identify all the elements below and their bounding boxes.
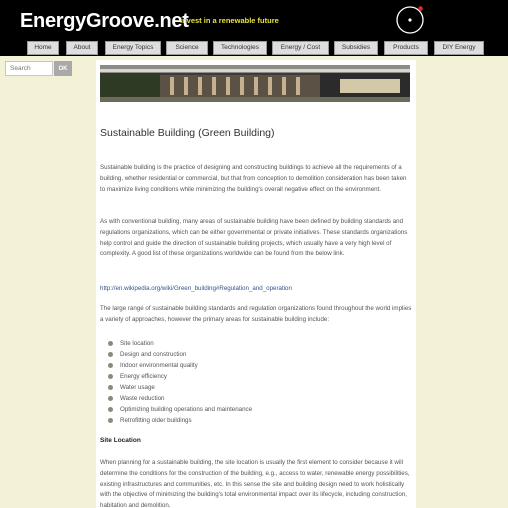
nav-energy-topics[interactable]: Energy Topics	[105, 41, 161, 55]
nav-products[interactable]: Products	[384, 41, 428, 55]
nav-about[interactable]: About	[66, 41, 98, 55]
list-item: Energy efficiency	[106, 371, 252, 382]
site-title[interactable]: EnergyGroove.net	[20, 10, 189, 32]
page-title: Sustainable Building (Green Building)	[100, 127, 275, 139]
site-logo-icon[interactable]	[392, 2, 428, 38]
site-location-paragraph: When planning for a sustainable building, the site location is usually the first element to consider because it will determine the conditions for the construction of the building, e.g., access to water, renewable energy possibilities, existing infrastructures and communities, etc. In this sense the site and building design need to work holistically with the objective of minimizing the building's total environmental impact over its lifecycle, including construction, habitation and demolition.	[100, 459, 410, 508]
main-content	[96, 60, 416, 508]
section-heading-site-location: Site Location	[100, 437, 141, 444]
standards-paragraph: As with conventional building, many areas of sustainable building have been defined by building standards and regulations organizations, which can be either governmental or private initiatives. These standards organizations help control and guide the direction of sustainable building projects, which usually have a very high level of complexity. A good list of these organizations worldwide can be found from the below link.	[100, 218, 408, 258]
list-item: Design and construction	[106, 349, 252, 360]
nav-diy-energy[interactable]: DIY Energy	[434, 41, 484, 55]
site-tagline: invest in a renewable future	[180, 16, 279, 25]
intro-paragraph: Sustainable building is the practice of designing and constructing buildings to achieve all the requirements of a building, whether residential or commercial, but that from conception to demolition consideration has been taken to maximize living conditions while minimizing the building's overall negative effect on the environment.	[100, 164, 407, 193]
list-item: Waste reduction	[106, 393, 252, 404]
search-input[interactable]	[5, 61, 53, 76]
nav-science[interactable]: Science	[166, 41, 208, 55]
nav-technologies[interactable]: Technologies	[213, 41, 267, 55]
site-header	[0, 0, 508, 40]
list-item: Retrofitting older buildings	[106, 415, 252, 426]
approaches-paragraph: The large range of sustainable building standards and regulation organizations found throughout the world implies a variety of approaches, however the primary areas for sustainable building include:	[100, 305, 412, 323]
list-item: Site location	[106, 338, 252, 349]
list-item: Indoor environmental quality	[106, 360, 252, 371]
list-item: Water usage	[106, 382, 252, 393]
nav-energy-cost[interactable]: Energy / Cost	[272, 41, 329, 55]
wikipedia-link[interactable]: http://en.wikipedia.org/wiki/Green_building#Regulation_and_operation	[100, 285, 292, 292]
nav-subsidies[interactable]: Subsidies	[334, 41, 378, 55]
primary-areas-list	[106, 338, 252, 426]
list-item: Optimizing building operations and maintenance	[106, 404, 252, 415]
search-ok-button[interactable]: OK	[54, 61, 72, 76]
main-nav	[0, 40, 508, 56]
nav-home[interactable]: Home	[27, 41, 59, 55]
banner-image	[100, 65, 410, 102]
